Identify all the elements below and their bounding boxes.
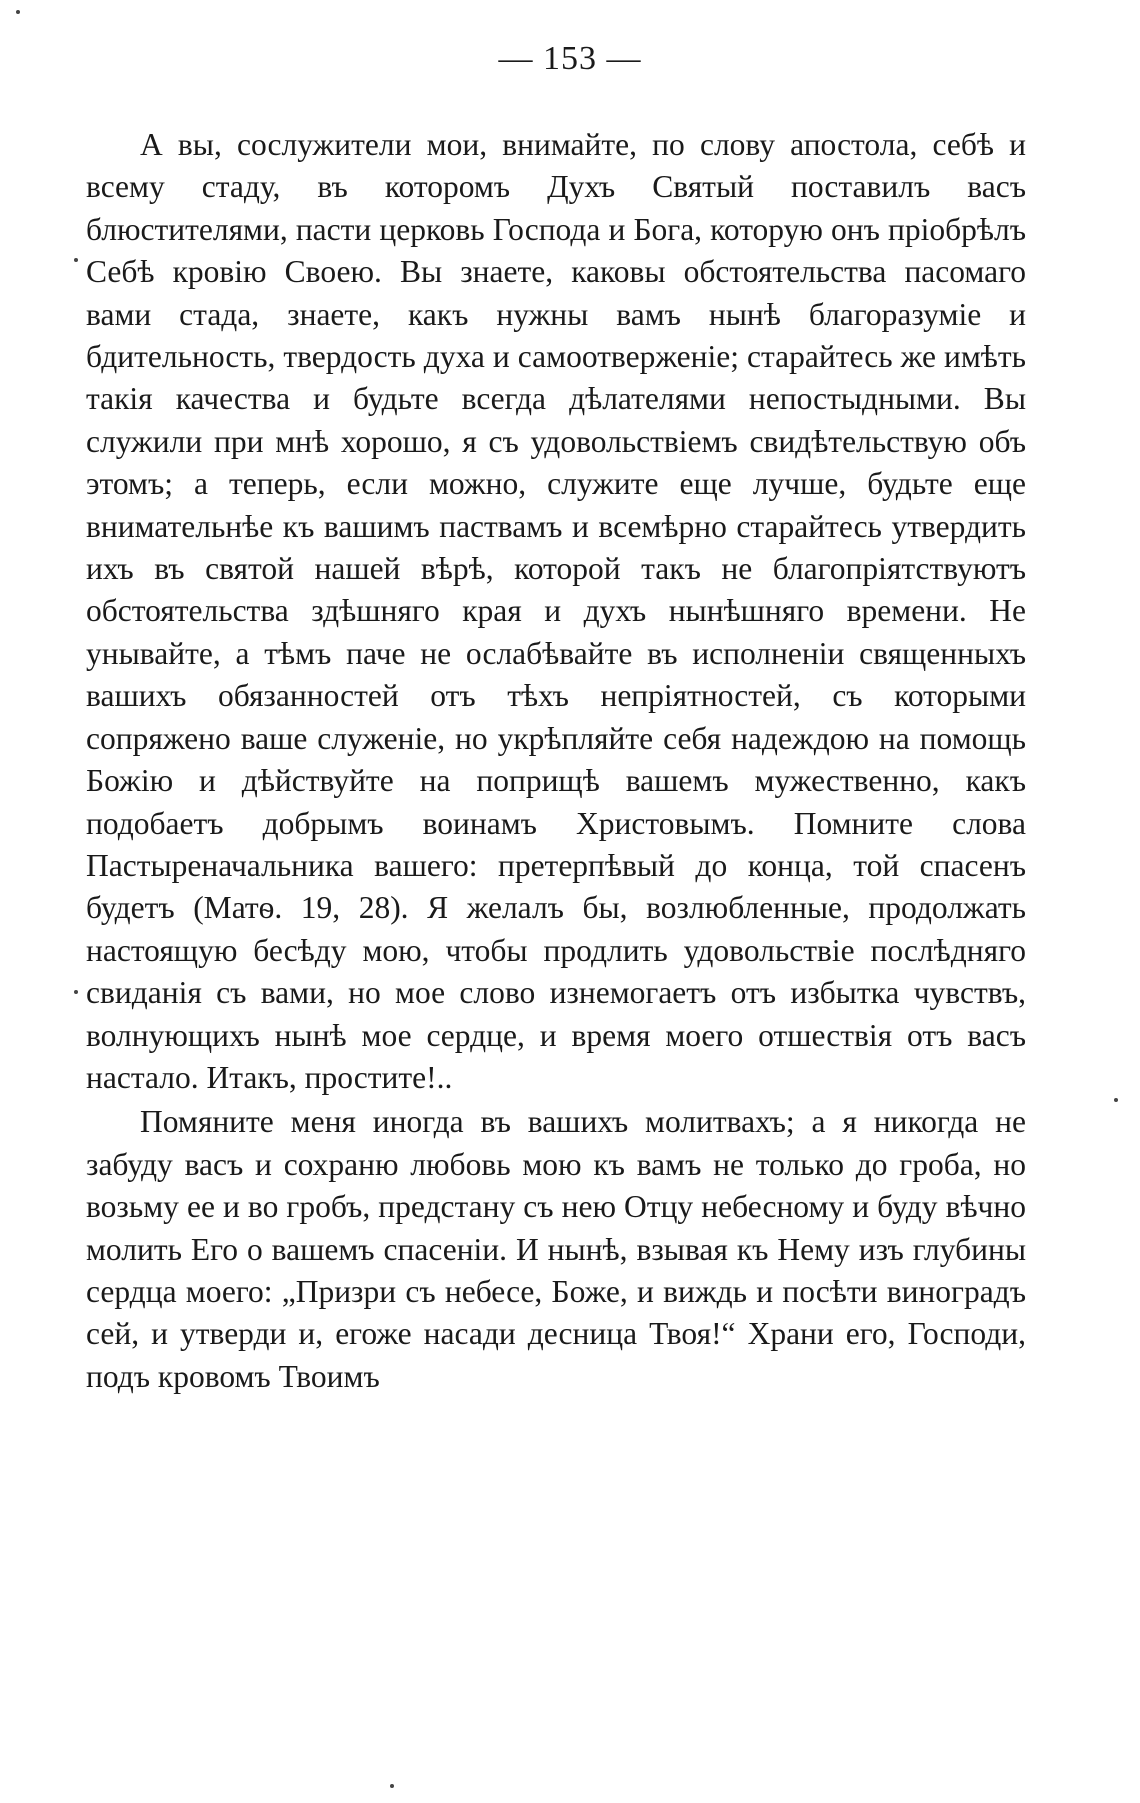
scan-speck <box>16 10 20 14</box>
scan-speck <box>390 1784 394 1788</box>
page-body <box>86 124 1026 1398</box>
paragraph-1: А вы, сослужители мои, внимайте, по слову апостола, себѣ и всему стаду, въ которомъ Духъ Святый поставилъ васъ блюстителями, пасти церковь Господа и Бога, которую онъ пріобрѣлъ Себѣ кровію Своею. Вы знаете, каковы обстоятельства пасомаго вами стада, знаете, какъ нужны вамъ нынѣ благоразуміе и бдительность, твердость духа и самоотверженіе; старайтесь же имѣть такія качества и будьте всегда дѣлателями непостыдными. Вы служили при мнѣ хорошо, я съ удовольствіемъ свидѣтельствую объ этомъ; а теперь, если можно, служите еще лучше, будьте еще внимательнѣе къ вашимъ паствамъ и всемѣрно старайтесь утвердить ихъ въ святой нашей вѣрѣ, которой такъ не благопріятствуютъ обстоятельства здѣшняго края и духъ нынѣшняго времени. Не унывайте, а тѣмъ паче не ослабѣвайте въ исполненіи священныхъ вашихъ обязанностей отъ тѣхъ непріятностей, съ которыми сопряжено ваше служеніе, но укрѣпляйте себя надеждою на помощь Божію и дѣйствуйте на поприщѣ вашемъ мужественно, какъ подобаетъ добрымъ воинамъ Христовымъ. Помните слова Пастыреначальника вашего: претерпѣвый до конца, той спасенъ будетъ (Матѳ. 19, 28). Я желалъ бы, возлюбленные, продолжать настоящую бесѣду мою, чтобы продлить удовольствіе послѣдняго свиданія съ вами, но мое слово изнемогаетъ отъ избытка чувствъ, волнующихъ нынѣ мое сердце, и время моего отшествія отъ васъ настало. Итакъ, простите!.. <box>86 127 1026 1095</box>
scan-speck <box>1114 1098 1118 1102</box>
page-number: — 153 — <box>498 40 642 77</box>
paragraph-2: Помяните меня иногда въ вашихъ молитвахъ; а я никогда не забуду васъ и сохраню любовь мою къ вамъ не только до гроба, но возьму ее и во гробъ, предстану съ нею Отцу небесному и буду вѣчно молить Его о вашемъ спасеніи. И нынѣ, взывая къ Нему изъ глубины сердца моего: „Призри съ небесе, Боже, и виждь и посѣти виноградъ сей, и утверди и, егоже насади десница Твоя!“ Храни его, Господи, подъ кровомъ Твоимъ <box>86 1104 1026 1394</box>
scan-speck <box>74 258 78 262</box>
scan-speck <box>74 990 78 994</box>
